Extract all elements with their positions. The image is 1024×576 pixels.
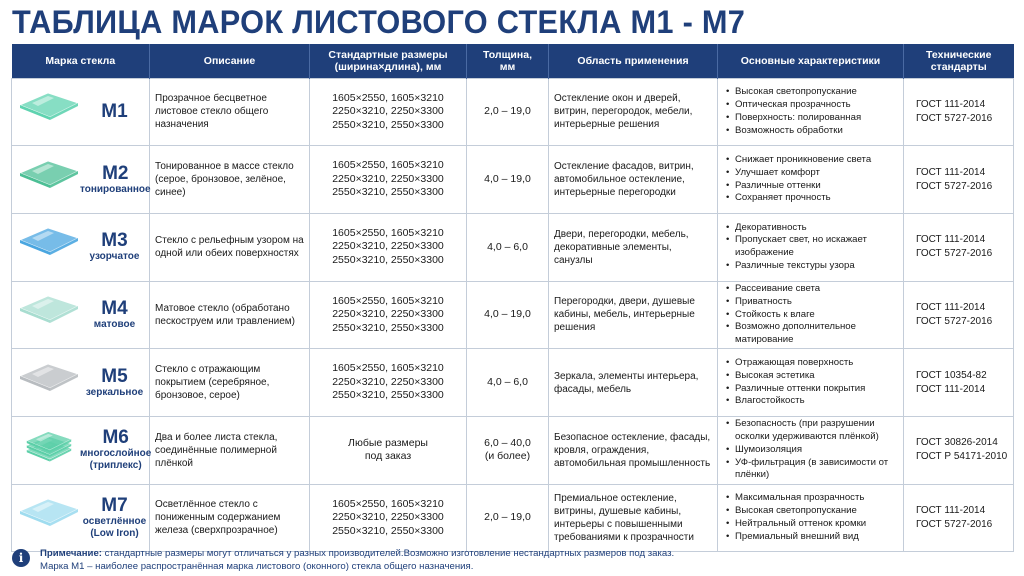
characteristics-cell: [718, 213, 904, 281]
size-line: 1605×2550, 1605×3210: [332, 294, 444, 307]
characteristics-cell: [718, 349, 904, 417]
characteristic-item: • Поверхность: полированная: [726, 112, 898, 125]
standards-cell: [904, 213, 1014, 281]
table-row: [12, 416, 1014, 484]
characteristic-item: • Оптическая прозрачность: [726, 99, 898, 112]
sizes-cell: [310, 281, 467, 349]
brand-text: [80, 164, 151, 196]
thickness-value: 4,0 – 19,0: [484, 173, 531, 186]
brand-code: M4: [101, 297, 128, 319]
brand-cell: [12, 146, 150, 214]
brand-cell: [12, 416, 150, 484]
brand-code: M7: [101, 494, 128, 516]
standard-item: ГОСТ 30826-2014: [916, 437, 998, 449]
standards-cell: [904, 349, 1014, 417]
glass-sheet-icon: [18, 157, 80, 203]
standards-cell: [904, 416, 1014, 484]
standard-item: ГОСТ 5727-2016: [916, 315, 993, 327]
size-line: 2250×3210, 2250×3300: [332, 240, 444, 253]
header-area: Область применения: [549, 44, 718, 78]
size-line: 1605×2550, 1605×3210: [332, 362, 444, 375]
application-area-cell: Остекление фасадов, витрин, автомобильное остекление, интерьерные перегородки: [549, 146, 718, 214]
description-cell: Прозрачное бесцветное листовое стекло общего назначения: [150, 78, 310, 146]
characteristic-item: • Возможность обработки: [726, 125, 898, 138]
brand-text: [80, 102, 149, 122]
table-row: [12, 213, 1014, 281]
characteristics-cell: [718, 281, 904, 349]
size-line: 2550×3210, 2550×3300: [332, 389, 444, 402]
description-cell: Осветлённое стекло с пониженным содержанием железа (сверхпрозрачное): [150, 484, 310, 552]
application-area-cell: Зеркала, элементы интерьера, фасады, мебель: [549, 349, 718, 417]
brand-cell: [12, 281, 150, 349]
header-thickness-line2: мм: [499, 60, 516, 73]
description-cell: Стекло с рельефным узором на одной или обеих поверхностях: [150, 213, 310, 281]
description-cell: Матовое стекло (обработано пескоструем или травлением): [150, 281, 310, 349]
characteristic-item: • Различные текстуры узора: [726, 260, 898, 273]
characteristics-cell: [718, 416, 904, 484]
application-area-cell: Безопасное остекление, фасады, кровля, ограждения, автомобильная промышленность: [549, 416, 718, 484]
glass-sheet-icon: [18, 427, 80, 473]
table-header-row: [12, 44, 1014, 78]
standards-cell: [904, 281, 1014, 349]
standard-item: ГОСТ Р 54171-2010: [916, 451, 1008, 463]
brand-subtitle-2: (Low Iron): [90, 527, 139, 539]
characteristic-item: • Высокая светопропускание: [726, 505, 898, 518]
size-line: 2250×3210, 2250×3300: [332, 308, 444, 321]
footnote: [12, 545, 1012, 575]
sizes-cell: [310, 484, 467, 552]
size-line: 1605×2550, 1605×3210: [332, 91, 444, 104]
brand-inner: [12, 495, 149, 541]
brand-text: [80, 367, 149, 399]
brand-code: M6: [102, 427, 129, 449]
brand-subtitle: зеркальное: [85, 386, 144, 398]
size-line: 2250×3210, 2250×3300: [332, 105, 444, 118]
characteristics-list: [726, 418, 898, 482]
characteristic-item: • Декоративность: [726, 222, 898, 235]
standard-item: ГОСТ 10354-82: [916, 369, 987, 381]
characteristics-list: [726, 222, 898, 273]
header-thickness-line1: Толщина,: [483, 48, 532, 61]
size-line: 2550×3210, 2550×3300: [332, 186, 444, 199]
application-area-cell: Премиальное остекление, витрины, душевые кабины, интерьеры с повышенными требованиями к прозрачности: [549, 484, 718, 552]
glass-sheet-icon: [18, 224, 80, 270]
characteristic-item: • Максимальная прозрачность: [726, 492, 898, 505]
brand-subtitle: матовое: [93, 318, 136, 330]
glass-sheet-icon: [18, 495, 80, 541]
characteristics-list: [726, 492, 898, 543]
size-line: 1605×2550, 1605×3210: [332, 159, 444, 172]
size-line: 2250×3210, 2250×3300: [332, 375, 444, 388]
header-brand: Марка стекла: [12, 44, 150, 78]
standards-cell: [904, 484, 1014, 552]
brand-code: M5: [101, 365, 128, 387]
thickness-cell: [467, 484, 549, 552]
brand-inner: [12, 157, 149, 203]
characteristics-cell: [718, 484, 904, 552]
standard-item: ГОСТ 111-2014: [916, 234, 986, 246]
thickness-cell: [467, 349, 549, 417]
brand-code: M1: [101, 100, 128, 122]
header-thickness: [467, 44, 549, 78]
brand-subtitle: тонированное: [80, 183, 151, 195]
description-cell: Стекло с отражающим покрытием (серебряное, бронзовое, серое): [150, 349, 310, 417]
brand-inner: [12, 224, 149, 270]
standards-cell: [904, 146, 1014, 214]
characteristics-list: [726, 357, 898, 408]
characteristic-item: • Высокая светопропускание: [726, 86, 898, 99]
characteristic-item: • Премиальный внешний вид: [726, 531, 898, 544]
brand-text: [80, 496, 149, 540]
size-line: 2550×3210, 2550×3300: [332, 253, 444, 266]
thickness-note: (и более): [484, 450, 531, 463]
characteristic-item: • Стойкость к влаге: [726, 309, 898, 322]
footnote-line1: стандартные размеры могут отличаться у разных производителей.Возможно изготовление нестандартных размеров под заказ.: [101, 548, 675, 559]
characteristic-item: • Различные оттенки покрытия: [726, 383, 898, 396]
size-line: Любые размеры: [348, 436, 428, 449]
standards-cell: [904, 78, 1014, 146]
table-row: [12, 349, 1014, 417]
glass-sheet-icon: [18, 360, 80, 406]
characteristics-cell: [718, 146, 904, 214]
sizes-cell: [310, 349, 467, 417]
characteristic-item: • Снижает проникновение света: [726, 154, 898, 167]
characteristic-item: • Приватность: [726, 296, 898, 309]
brand-cell: [12, 78, 150, 146]
thickness-cell: [467, 78, 549, 146]
thickness-value: 2,0 – 19,0: [484, 511, 531, 524]
glass-grades-table: [11, 44, 1013, 552]
thickness-value: 6,0 – 40,0: [484, 437, 531, 450]
size-line: 2550×3210, 2550×3300: [332, 321, 444, 334]
brand-subtitle: осветлённое: [82, 515, 147, 527]
glass-sheet-icon: [18, 89, 80, 135]
characteristics-list: [726, 154, 898, 205]
characteristic-item: • Высокая эстетика: [726, 370, 898, 383]
size-line: 2250×3210, 2250×3300: [332, 172, 444, 185]
characteristic-item: • Улучшает комфорт: [726, 167, 898, 180]
thickness-cell: [467, 213, 549, 281]
standard-item: ГОСТ 5727-2016: [916, 180, 993, 192]
brand-cell: [12, 213, 150, 281]
standard-item: ГОСТ 111-2014: [916, 98, 986, 110]
table-row: [12, 146, 1014, 214]
sizes-cell: [310, 146, 467, 214]
characteristic-item: • Нейтральный оттенок кромки: [726, 518, 898, 531]
characteristics-list: [726, 283, 898, 347]
brand-cell: [12, 484, 150, 552]
header-sizes-line2: (ширина×длина), мм: [334, 60, 442, 73]
brand-inner: [12, 292, 149, 338]
brand-text: [80, 299, 149, 331]
table-row: [12, 78, 1014, 146]
sizes-cell: [310, 78, 467, 146]
brand-text: [80, 428, 151, 472]
standard-item: ГОСТ 5727-2016: [916, 518, 993, 530]
description-cell: Два и более листа стекла, соединённые полимерной плёнкой: [150, 416, 310, 484]
header-standards: Технические стандарты: [904, 44, 1014, 78]
header-description: Описание: [150, 44, 310, 78]
standard-item: ГОСТ 5727-2016: [916, 248, 993, 260]
characteristic-item: • Рассеивание света: [726, 283, 898, 296]
standard-item: ГОСТ 111-2014: [916, 166, 986, 178]
brand-subtitle: узорчатое: [89, 251, 140, 263]
characteristics-list: [726, 86, 898, 137]
standard-item: ГОСТ 5727-2016: [916, 112, 993, 124]
brand-code: M3: [101, 230, 128, 252]
header-characteristics: Основные характеристики: [718, 44, 904, 78]
standard-item: ГОСТ 111-2014: [916, 301, 986, 313]
characteristic-item: • Возможно дополнительное матирование: [726, 321, 898, 347]
footnote-label: Примечание:: [40, 548, 102, 559]
size-line: 2550×3210, 2550×3300: [332, 118, 444, 131]
sizes-cell: [310, 213, 467, 281]
brand-cell: [12, 349, 150, 417]
thickness-cell: [467, 146, 549, 214]
thickness-value: 4,0 – 6,0: [487, 376, 528, 389]
characteristic-item: • Различные оттенки: [726, 180, 898, 193]
characteristic-item: • Безопасность (при разрушении осколки удерживаются плёнкой): [726, 418, 898, 444]
characteristics-cell: [718, 78, 904, 146]
footnote-line2: Марка М1 – наиболее распространённая марка листового (оконного) стекла общего назначения.: [40, 561, 474, 572]
characteristic-item: • Сохраняет прочность: [726, 192, 898, 205]
size-line: 1605×2550, 1605×3210: [332, 226, 444, 239]
info-icon: i: [12, 549, 30, 567]
brand-text: [80, 231, 149, 263]
characteristic-item: • УФ-фильтрация (в зависимости от плёнки): [726, 457, 898, 483]
characteristic-item: • Пропускает свет, но искажает изображение: [726, 234, 898, 260]
application-area-cell: Двери, перегородки, мебель, декоративные элементы, санузлы: [549, 213, 718, 281]
page-title: ТАБЛИЦА МАРОК ЛИСТОВОГО СТЕКЛА М1 - М7: [12, 4, 746, 40]
glass-sheet-icon: [18, 292, 80, 338]
thickness-cell: [467, 281, 549, 349]
table-row: [12, 484, 1014, 552]
application-area-cell: Перегородки, двери, душевые кабины, мебель, интерьерные решения: [549, 281, 718, 349]
thickness-value: 2,0 – 19,0: [484, 105, 531, 118]
header-sizes-line1: Стандартные размеры: [328, 48, 448, 61]
brand-code: M2: [102, 162, 129, 184]
size-line: под заказ: [364, 450, 412, 463]
size-line: 2250×3210, 2250×3300: [332, 511, 444, 524]
header-sizes: [310, 44, 467, 78]
characteristic-item: • Отражающая поверхность: [726, 357, 898, 370]
table-row: [12, 281, 1014, 349]
characteristic-item: • Влагостойкость: [726, 395, 898, 408]
characteristic-item: • Шумоизоляция: [726, 444, 898, 457]
application-area-cell: Остекление окон и дверей, витрин, перегородок, мебели, интерьерные решения: [549, 78, 718, 146]
thickness-value: 4,0 – 19,0: [484, 308, 531, 321]
brand-inner: [12, 89, 149, 135]
sizes-cell: [310, 416, 467, 484]
size-line: 1605×2550, 1605×3210: [332, 497, 444, 510]
table-body: [12, 78, 1014, 552]
thickness-value: 4,0 – 6,0: [487, 240, 528, 253]
standard-item: ГОСТ 111-2014: [916, 383, 986, 395]
size-line: 2550×3210, 2550×3300: [332, 524, 444, 537]
description-cell: Тонированное в массе стекло (серое, бронзовое, зелёное, синее): [150, 146, 310, 214]
brand-subtitle-2: (триплекс): [89, 460, 142, 472]
standard-item: ГОСТ 111-2014: [916, 504, 986, 516]
brand-inner: [12, 360, 149, 406]
thickness-cell: [467, 416, 549, 484]
brand-inner: [12, 427, 152, 473]
brand-subtitle: многослойное: [80, 448, 152, 460]
footnote-text: [40, 547, 674, 573]
